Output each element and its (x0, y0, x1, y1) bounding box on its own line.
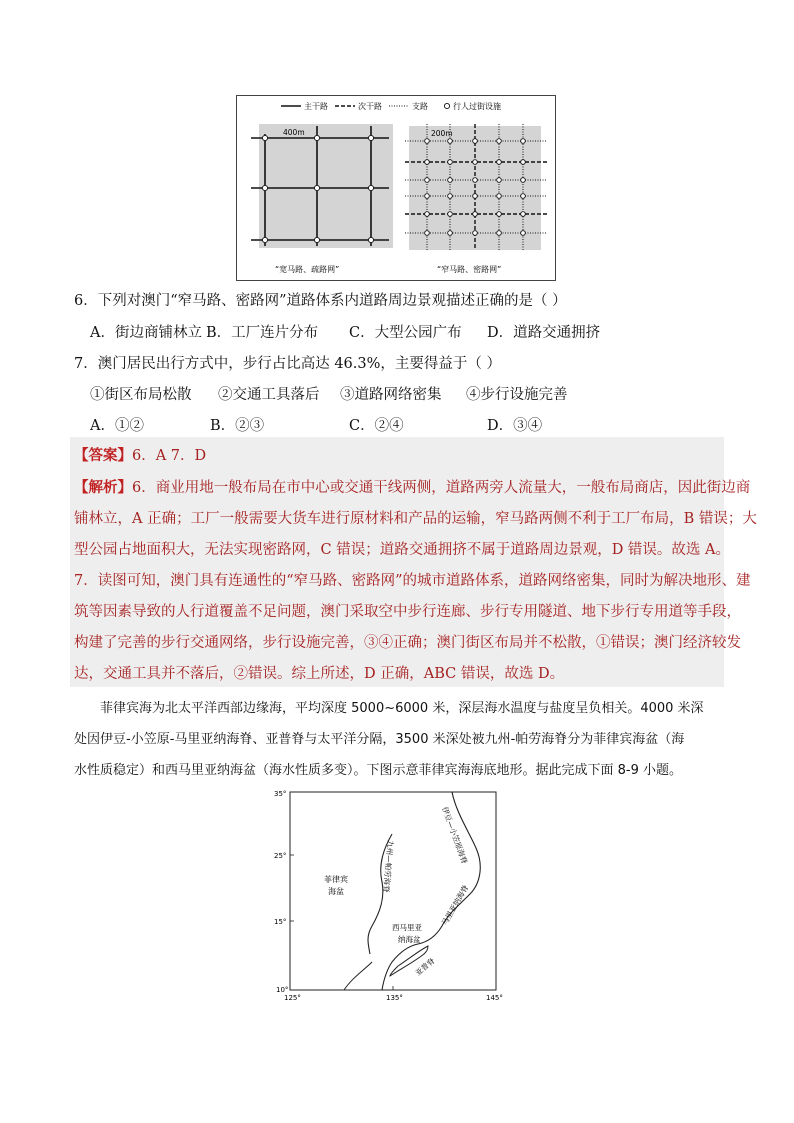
question-7-stem: 7．澳门居民出行方式中，步行占比高达 46.3%，主要得益于（ ） (74, 356, 502, 372)
road-network-figure (236, 95, 556, 281)
x-tick-125: 125° (284, 994, 301, 1002)
road-network-svg (237, 96, 555, 280)
q7-item-2: ②交通工具落后 (218, 387, 320, 403)
y-tick-15: 15° (274, 918, 287, 926)
y-tick-25: 25° (274, 852, 287, 860)
kyushu-palau-label: 九州—帕劳海脊 (381, 839, 395, 893)
izu-ogasawara-label: 伊豆—小笠原海脊 (440, 805, 470, 866)
intro-line-1: 菲律宾海为北太平洋西部边缘海，平均深度 5000~6000 米，深层海水温度与盐度呈负相关。4000 米深 (100, 701, 704, 716)
x-tick-135: 135° (386, 994, 403, 1002)
q6-option-a: A．街边商铺林立 (90, 325, 202, 341)
analysis-line-4: 7．读图可知，澳门具有连通性的“窄马路、密路网”的城市道路体系，道路网络密集，同时为解决地形、建 (74, 573, 751, 589)
sparse-network-diagram (251, 124, 393, 274)
legend-secondary: 次干路 (358, 102, 382, 111)
analysis-line-6: 构建了完善的步行交通网络，步行设施完善，③④正确；澳门街区布局并不松散，①错误；澳门经济较发 (74, 635, 741, 651)
q7-item-3: ③道路网络密集 (340, 387, 442, 403)
analysis-line-5: 筑等因素导致的人行道覆盖不足问题，澳门采取空中步行连廊、步行专用隧道、地下步行专用道等手段， (74, 604, 741, 620)
q7-option-d: D．③④ (487, 418, 543, 434)
left-caption: “宽马路、疏路网” (275, 265, 340, 274)
analysis-text-1: 6．商业用地一般布局在市中心或交通干线两侧，道路两旁人流量大，一般布局商店，因此街边商 (132, 480, 751, 496)
answer-text: 6．A 7．D (132, 448, 207, 464)
seafloor-map-svg (272, 786, 522, 1006)
intro-line-3: 水性质稳定）和西马里亚纳海盆（海水性质多变）。下图示意菲律宾海海底地形。据此完成下面 8-9 小题。 (74, 763, 682, 778)
analysis-line-7: 达，交通工具并不落后，②错误。综上所述，D 正确，ABC 错误，故选 D。 (74, 666, 565, 682)
intro-line-2: 处因伊豆-小笠原-马里亚纳海脊、亚普脊与太平洋分隔，3500 米深处被九州-帕劳海脊分为菲律宾海盆（海 (74, 732, 685, 747)
analysis-line-2: 铺林立，A 正确；工厂一般需要大货车进行原材料和产品的运输，窄马路两侧不利于工厂布局，B 错误；大 (74, 511, 757, 527)
left-scale: 400m (283, 128, 305, 137)
analysis-line-3: 型公园占地面积大，无法实现密路网，C 错误；道路交通拥挤不属于道路周边景观，D 错误。故选 A。 (74, 542, 731, 558)
analysis-tag: 【解析】 (74, 479, 132, 496)
legend-branch: 支路 (412, 102, 428, 111)
answer-line (74, 444, 206, 465)
right-scale: 200m (431, 129, 453, 138)
legend-crossing: 行人过街设施 (453, 102, 501, 111)
right-caption: “窄马路、密路网” (437, 265, 502, 274)
legend-main: 主干路 (304, 102, 328, 111)
seafloor-map (272, 786, 522, 1006)
q6-option-c: C．大型公园广布 (349, 325, 462, 341)
answer-tag: 【答案】 (74, 447, 132, 464)
west-mariana-label-1: 西马里亚 (392, 923, 422, 932)
philippine-basin-label-2: 海盆 (328, 887, 344, 896)
q7-item-4: ④步行设施完善 (466, 387, 568, 403)
yap-label: 亚普脊 (413, 956, 437, 978)
q7-option-c: C．②④ (349, 418, 404, 434)
y-tick-35: 35° (274, 790, 287, 798)
q7-item-1: ①街区布局松散 (90, 387, 192, 403)
west-mariana-label-2: 纳海盆 (398, 935, 421, 944)
q7-option-a: A．①② (90, 418, 144, 434)
analysis-line-1 (74, 476, 750, 497)
dense-network-diagram (405, 124, 547, 274)
q6-option-b: B．工厂连片分布 (206, 325, 319, 341)
x-tick-145: 145° (486, 994, 503, 1002)
q7-option-b: B．②③ (210, 418, 265, 434)
q6-option-d: D．道路交通拥挤 (487, 325, 601, 341)
question-6-stem: 6．下列对澳门“窄马路、密路网”道路体系内道路周边景观描述正确的是（ ） (74, 293, 567, 309)
philippine-basin-label-1: 菲律宾 (324, 875, 348, 884)
mariana-label: 马里亚纳海脊 (439, 883, 471, 927)
y-tick-10: 10° (276, 986, 289, 994)
figure-legend (281, 101, 501, 111)
